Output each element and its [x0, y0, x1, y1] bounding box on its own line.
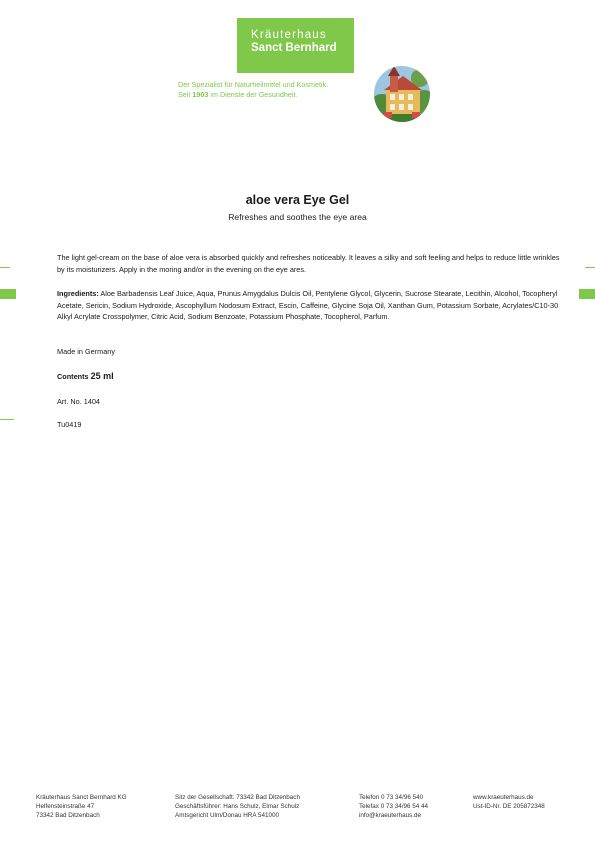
article-number: Art. No. 1404 [57, 397, 100, 406]
hairline-right-upper [585, 267, 595, 268]
footer-line: 73342 Bad Ditzenbach [36, 812, 100, 819]
footer-web [473, 793, 545, 811]
footer-contact [359, 793, 428, 820]
tagline-year: 1903 [192, 90, 209, 99]
product-title: aloe vera Eye Gel [245, 193, 350, 207]
ingredients-list: Aloe Barbadensis Leaf Juice, Aqua, Prunus Amygdalus Dulcis Oil, Pentylene Glycol, Glycerin, Sucrose Stearate, Lecithin, Alcohol, Tocopheryl Acetate, Sericin, Sodium Hydroxide, Ascophyllum Nodosum Extract, Escin, Caffeine, Glycine Soja Oil, Xanthan Gum, Potassium Sorbate, Acrylates/C10-30 Alkyl Acrylate Crosspolymer, Citric Acid, Sodium Benzoate, Potassium Phosphate, Tocopherol, Parfum. [57, 289, 559, 321]
contents-label: Contents [57, 372, 89, 381]
product-code: Tu0419 [57, 420, 82, 429]
footer-line: Ust-ID-Nr. DE 205872348 [473, 803, 545, 810]
ingredients-label: Ingredients: [57, 289, 99, 298]
footer-line: Helfensteinstraße 47 [36, 803, 95, 810]
footer-email[interactable]: info@kraeuterhaus.de [359, 812, 422, 819]
origin-text: Made in Germany [57, 347, 115, 356]
footer-website[interactable]: www.kraeuterhaus.de [473, 794, 534, 801]
company-logo [237, 18, 354, 73]
logo-line-1: Kräuterhaus [251, 29, 327, 41]
footer-line: Telefax 0 73 34/96 54 44 [359, 803, 428, 810]
footer-line: Telefon 0 73 34/96 540 [359, 794, 424, 801]
tagline-line-1: Der Spezialist für Naturheilmittel und Kosmetik. [178, 80, 329, 89]
logo-line-2: Sanct Bernhard [251, 42, 337, 54]
fold-mark-right [579, 289, 595, 299]
footer-line: Geschäftsführer: Hans Schulz, Elmar Schulz [175, 803, 300, 810]
tagline-line-2 [178, 90, 378, 100]
tagline-after: im Dienste der Gesundheit. [208, 90, 298, 99]
contents-value: 25 ml [90, 371, 114, 381]
hairline-left-upper [0, 267, 10, 268]
tagline-before: Seit [178, 90, 193, 99]
footer-line: Kräuterhaus Sanct Bernhard KG [36, 794, 127, 801]
contents-row [57, 371, 567, 383]
ingredients-paragraph [57, 288, 567, 323]
fold-mark-left [0, 289, 16, 299]
footer-address [36, 793, 127, 820]
footer-line: Amtsgericht Ulm/Donau HRA 541000 [175, 812, 279, 819]
footer-company-info [175, 793, 300, 820]
house-photo [374, 66, 430, 122]
company-tagline [178, 80, 378, 100]
product-subtitle: Refreshes and soothes the eye area [228, 212, 367, 222]
product-description: The light gel-cream on the base of aloe vera is absorbed quickly and refreshes noticeably. It leaves a silky and soft feeling and helps to reduce little wrinkles by its moisturizers. Apply in the moring and/or in the evening on the eye ares. [57, 253, 560, 274]
hairline-left-lower [0, 419, 14, 420]
footer-line: Sitz der Gesellschaft: 73342 Bad Ditzenbach [175, 794, 300, 801]
house-illustration [374, 66, 430, 122]
